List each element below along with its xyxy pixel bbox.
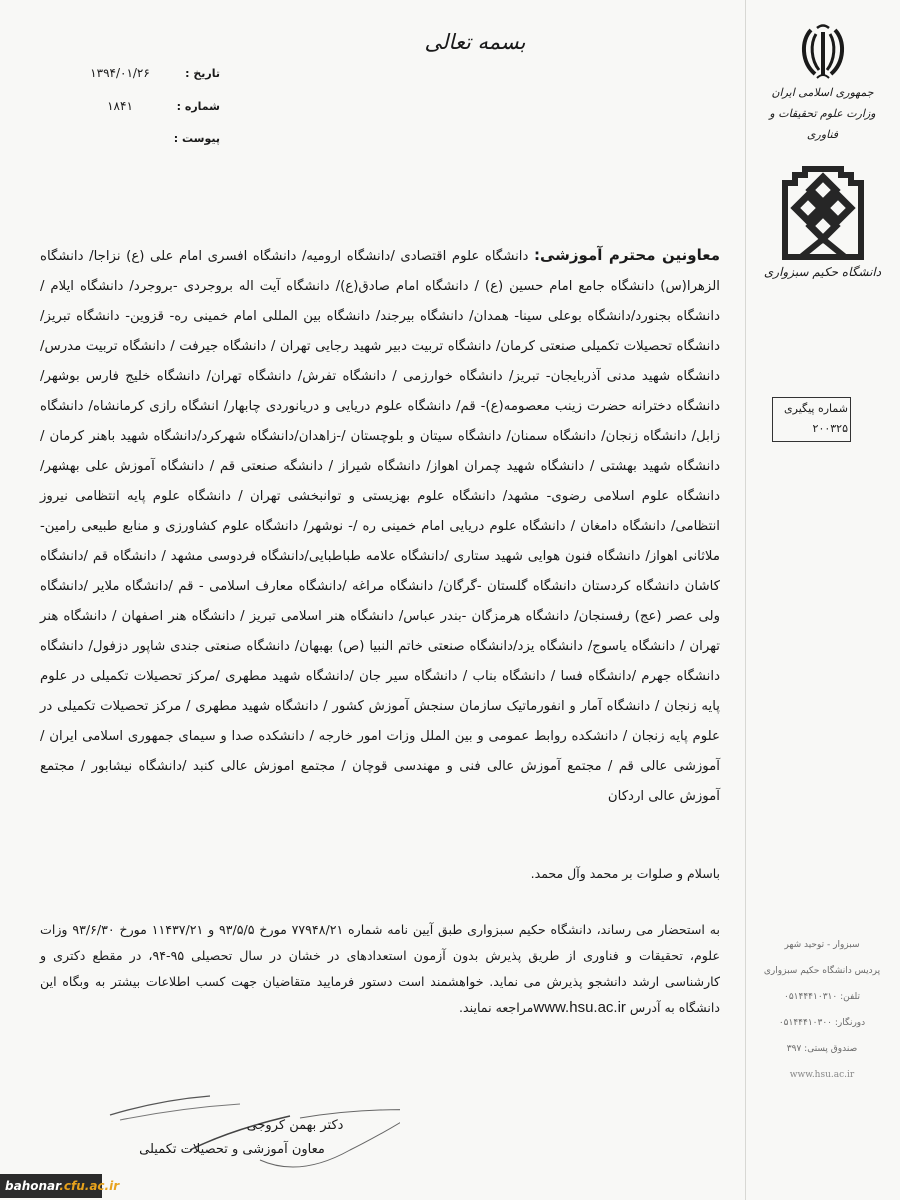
hsu-knot-logo-icon xyxy=(781,165,865,261)
signatory-name: دکتر بهمن کروجی xyxy=(246,1118,344,1133)
source-watermark xyxy=(0,1174,120,1198)
greeting-line: باسلام و صلوات بر محمد وآل محمد. xyxy=(530,866,720,881)
address-pobox: صندوق پستی: ۳۹۷ xyxy=(786,1044,858,1054)
recipient-list: دانشگاه علوم اقتصادی /دانشگاه ارومیه/ دانشگاه افسری امام علی (ع) نزاجا/ دانشگاه الزهرا(س) دانشگاه جامع امام حسین (ع) / دانشگاه امام صادق(ع)/ دانشگاه آیت اله بروجردی -بروجرد/ دانشگاه ایلام / دانشگاه بجنورد/دانشگاه بوعلی سینا- همدان/ دانشگاه بیرجند/ دانشگاه بین المللی امام خمینی ره- قزوین- دانشگاه تبریز/ دانشگاه تحصیلات تکمیلی صنعتی کرمان/ دانشگاه تربیت دبیر شهید رجایی تهران / دانشگاه جیرفت / دانشگاه تربیت مدرس/دانشگاه شهید مدنی آذربایجان- تبریز/ دانشگاه خوارزمی / دانشگاه تفرش/ دانشگاه تهران/ دانشگاه خلیج فارس بوشهر/ دانشگاه دخترانه حضرت زینب معصومه(ع)- قم/ دانشگاه علوم دریایی و دریانوردی چابهار/ انشگاه رازی کرمانشاه/ دانشگاه زابل/ دانشگاه زنجان/ دانشگاه سمنان/ دانشگاه سیتان و بلوچستان /-زاهدان/دانشگاه شهرکرد/دانشگاه شهید باهنر کرمان / دانشگاه شهید بهشتی / دانشگاه شهید چمران اهواز/ دانشگاه شیراز / دانشگه صنعتی قم / دانشگاه آموزش علی بهشهر/ دانشگاه علوم اسلامی رضوی- مشهد/ دانشگاه علوم بهزیستی و توانبخشی تهران / دانشگاه علوم پایه انتظامی نیروز انتظامی/ دانشگاه دامغان / دانشگاه علوم دریایی امام خمینی ره /- نوشهر/ دانشگاه علوم کشاورزی و منابع طبیعی رامین- ملاثانی اهواز/ دانشگاه فنون هوایی شهید ستاری /دانشگاه علامه طباطبایی/دانشگاه فردوسی مشهد / دانشگاه قم /دانشگاه کاشان دانشگاه کردستان دانشگاه گلستان -گرگان/ دانشگاه مراغه /دانشگاه معارف اسلامی - قم /دانشگاه ملایر /دانشگاه ولی عصر (عج) رفسنجان/ دانشگاه هرمزگان -بندر عباس/ دانشگاه هنر اسلامی تبریز / دانشگاه هنر اصفهان / دانشگاه هنر تهران / دانشگاه یاسوج/ دانشگاه یزد/دانشگاه صنعتی خاتم النبیا (ص) بهبهان/ دانشگاه صنعتی جندی شاپور دزفول/ دانشگاه دانشگاه جهرم /دانشگاه فسا / دانشگاه بناب / دانشگاه سیر جان /دانشگاه شهید مطهری /مرکز تحصیلات تکمیلی در علوم پایه زنجان / دانشگاه آمار و انفورماتیک سازمان سنجش آموزش کشور / دانشگاه شهید مطهری / مرکز تحصیلات تکمیلی در علوم پایه زنجان / دانشکده روابط عمومی و بین الملل وزات امور خارجه / دانشکده صدا و سیمای جمهوری اسلامی ایران / آموزشی عالی قم / مجتمع آموزش عالی فنی و مهندسی قوچان / مجتمع اموزش عالی کنبد /دانشگاه نیشابور / مجتمع آموزش عالی اردکان xyxy=(40,249,720,804)
main-paragraph xyxy=(40,917,720,1021)
letterhead xyxy=(755,20,890,279)
signatory-title: معاون آموزشی و تحصیلات تکمیلی xyxy=(139,1142,325,1157)
address-block xyxy=(752,932,892,1088)
tracking-label: شماره پیگیری xyxy=(784,402,848,415)
paragraph-end: مراجعه نمایند. xyxy=(459,1000,534,1015)
university-name: دانشگاه حکیم سبزواری xyxy=(763,265,882,279)
number-row xyxy=(60,99,220,132)
salutation: معاونین محترم آموزشی: xyxy=(533,246,720,264)
basmala-heading: بسمه تعالی xyxy=(424,30,526,54)
signature-scribble-icon xyxy=(60,1090,400,1180)
ministry-name: وزارت علوم تحقیقات و فناوری xyxy=(769,107,876,141)
tracking-number-box xyxy=(772,397,851,442)
address-line-2: پردیس دانشگاه حکیم سبزواری xyxy=(763,966,881,976)
address-line-1: سبزوار - توحید شهر xyxy=(784,940,860,950)
number-value: ۱۸۴۱ xyxy=(107,99,133,113)
attachment-label: پیوست : xyxy=(173,132,220,145)
watermark-prefix: bahonar xyxy=(5,1179,60,1193)
website-link[interactable]: www.hsu.ac.ir xyxy=(533,999,626,1016)
date-row xyxy=(60,66,220,99)
signature-block xyxy=(80,1100,380,1180)
tracking-value: ۲۰۰۳۲۵ xyxy=(812,422,848,435)
letter-meta xyxy=(60,66,220,165)
address-phone: تلفن: ۰۵۱۴۴۴۱۰۳۱۰ xyxy=(784,992,860,1002)
margin-divider xyxy=(745,0,746,1200)
iran-emblem-icon xyxy=(797,20,849,82)
address-url[interactable]: www.hsu.ac.ir xyxy=(789,1070,855,1080)
country-name: جمهوری اسلامی ایران xyxy=(771,86,874,99)
number-label: شماره : xyxy=(176,100,220,113)
date-value: ۱۳۹۴/۰۱/۲۶ xyxy=(90,66,150,80)
watermark-domain: .cfu.ac.ir xyxy=(59,1179,120,1193)
date-label: تاریخ : xyxy=(185,67,220,80)
attachment-row xyxy=(60,132,220,165)
recipients-block xyxy=(40,240,720,812)
address-fax: دورنگار: ۰۵۱۴۴۴۱۰۳۰۰ xyxy=(778,1018,866,1028)
paragraph-text: به استحضار می رساند، دانشگاه حکیم سبزواری طبق آیین نامه شماره ۷۷۹۴۸/۲۱ مورخ ۹۳/۵/۵ و ۱۱۴۳۷/۲۱ مورخ ۹۳/۶/۳۰ وزات علوم، تحقیقات و فناوری از طریق پذیرش بدون آزمون استعدادهای در خشان در سال تحصیلی ۹۵-۹۴، در مقطع دکتری و کارشناسی ارشد دانشجو پذیرش می نماید. خواهشمند است دستور فرمایید متقاضیان جهت کسب اطلاعات بیشتر به وبگاه این دانشگاه به آدرس xyxy=(40,922,720,1015)
